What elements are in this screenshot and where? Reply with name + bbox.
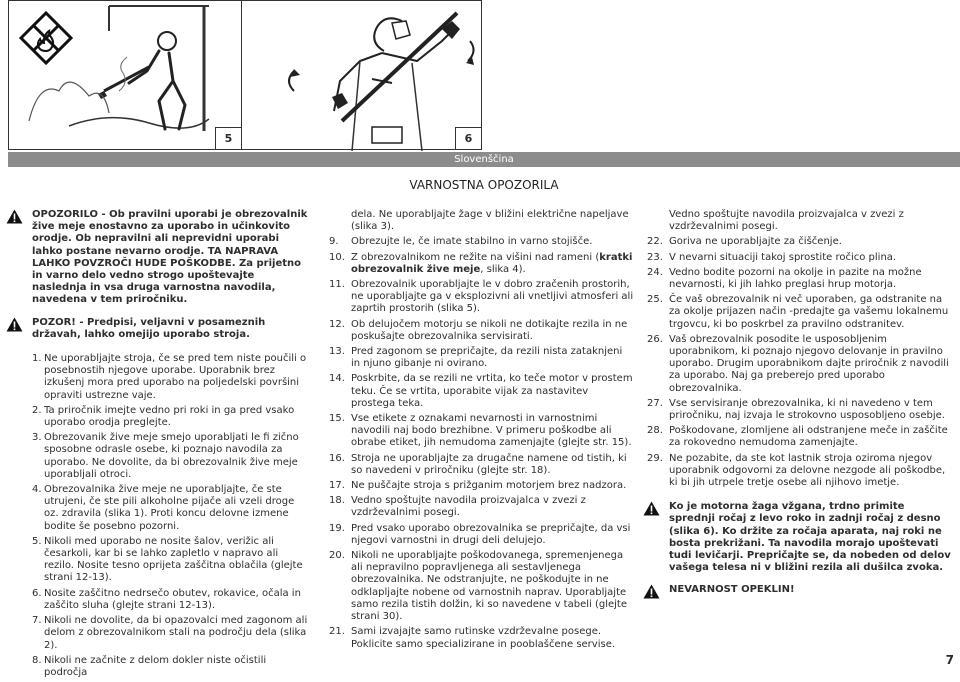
item-number: 17. <box>329 480 345 492</box>
item-number: 22. <box>647 236 663 248</box>
item-text: Vse servisiranje obrezovalnika, ki ni navedeno v tem priročniku, naj izvaja le strokovno usposobljeno osebje. <box>669 397 945 422</box>
item-text: Obrezovalnik uporabljajte le v dobro zračenih prostorih, ne uporabljajte ga v eksplozivni ali vnetljivi atmosferi ali zaprtih prostorih (slika 5). <box>351 279 634 315</box>
item-text: Goriva ne uporabljajte za čiščenje. <box>669 236 842 248</box>
language-band <box>8 152 960 167</box>
item-number: 11. <box>329 279 345 291</box>
list-item <box>32 353 310 402</box>
item-text: V nevarni situaciji takoj sprostite ročico plina. <box>669 251 897 263</box>
warning-text-2: POZOR! - Predpisi, veljavni v posameznih državah, lahko omejijo uporabo stroja. <box>32 316 266 340</box>
list-item <box>329 495 634 519</box>
list-item <box>329 252 634 276</box>
warning-block-1 <box>32 209 310 307</box>
list-item <box>329 279 634 316</box>
item-number: 4. <box>32 484 42 496</box>
item-number: 27. <box>647 397 663 409</box>
item-text-bold: kratki obrezovalnik žive meje <box>351 251 633 275</box>
list-item <box>329 236 634 248</box>
item-text: Nikoli ne začnite z delom dokler niste očistili področja <box>44 654 267 678</box>
item-number: 2. <box>32 404 42 416</box>
warning-triangle-icon <box>6 317 23 332</box>
item-number: 8. <box>32 654 42 666</box>
item-number: 28. <box>647 425 663 437</box>
flame-prohibited-icon <box>15 7 77 69</box>
item-text: Sami izvajajte samo rutinske vzdrževalne posege. Poklicite samo specializirane in pooblaščene servise. <box>351 626 616 650</box>
item-text <box>351 252 634 276</box>
item-number: 20. <box>329 550 345 562</box>
list-item <box>647 236 952 248</box>
list-item <box>647 425 952 449</box>
list-item <box>647 398 952 422</box>
item-number: 13. <box>329 346 345 358</box>
item-text: Obrezovalnika žive meje ne uporabljajte, če ste utrujeni, če ste pili alkoholne pijače ali vzeli droge oz. zdravila (slika 1). Proti koncu delovne izmene bodite še posebno pozorni. <box>44 484 295 532</box>
list-item <box>647 267 952 291</box>
item-text: Ne puščajte stroja s prižganim motorjem brez nadzora. <box>351 480 627 492</box>
figure-5 <box>8 0 242 150</box>
warning-block-2 <box>32 317 310 341</box>
item-number: 25. <box>647 294 663 306</box>
item-text: Nikoli ne uporabljajte poškodovanega, spremenjenega ali nepravilno popravljenega ali sestavljenega obrezovalnika. Ne odstranjujte, ne poškodujte in ne odklapljajte nobene od varnostnih naprav. Uporabljajte samo rezila tistih dolžin, ki so navedene v tabeli (glejte strani 30). <box>351 550 627 623</box>
item-number: 16. <box>329 452 345 464</box>
item-number: 7. <box>32 615 42 627</box>
item-text: Vaš obrezovalnik posodite le usposobljenim uporabnikom, ki poznajo njegovo delovanje in pravilno uporabo. Drugim uporabnikom dajte priročnik z navodili za uporabo. Naj ga preberejo pred uporabo obrezovalnika. <box>669 333 949 394</box>
item-number: 19. <box>329 522 345 534</box>
item-text: Pred zagonom se prepričajte, da rezili nista zataknjeni in njuno gibanje ni ovirano. <box>351 346 623 370</box>
item-number: 10. <box>329 251 345 263</box>
list-item <box>329 523 634 547</box>
list-item <box>647 294 952 331</box>
list-item <box>32 432 310 481</box>
list-item <box>329 319 634 343</box>
item-text: Ne pozabite, da ste kot lastnik stroja oziroma njegov uporabnik odgovorni za delovne nezgode ali poškodbe, ki bi jih utrpele tretje osebe ali njihovo imetje. <box>669 452 946 489</box>
item-text: dela. Ne uporabljajte žage v bližini električne napeljave (slika 3). <box>351 209 629 233</box>
item-number: 3. <box>32 432 42 444</box>
warning-triangle-icon <box>643 501 660 516</box>
item-text: Nikoli med uporabo ne nosite šalov, verižic ali česarkoli, kar bi se lahko zapletlo v napravo ali rezilo. Nosite tesno oprijeta zaščitna oblačila (glejte strani 12-13). <box>44 535 303 584</box>
warning-text-3: Ko je motorna žaga vžgana, trdno primite sprednji ročaj z levo roko in zadnji ročaj z desno (slika 6). Ko držite za ročaja aparata, naj roki ne bosta prekrižani. Ta navodila morajo upoštevati tudi levičarji. Prepričajte se, da nobeden od delov vašega telesa ni v bližini rezila ali dušilca zvoka. <box>669 501 951 574</box>
item-text: Ta priročnik imejte vedno pri roki in ga pred vsako uporabo orodja preglejte. <box>44 404 295 429</box>
list-item <box>647 334 952 395</box>
item-number: 23. <box>647 251 663 263</box>
item-text-part: Z obrezovalnikom ne režite na višini nad rameni ( <box>351 251 600 263</box>
item-text: Ob delujočem motorju se nikoli ne dotikajte rezila in ne poskušajte obrezovalnika servisirati. <box>351 318 628 342</box>
item-text: Vse etikete z oznakami nevarnosti in varnostnimi navodili naj bodo brezhibne. V primeru poškodbe ali obrabe etiket, jih nemudoma zamenjajte (glejte str. 15). <box>351 413 632 449</box>
page-number: 7 <box>945 653 954 667</box>
item-text: Ne uporabljajte stroja, če se pred tem niste poučili o posebnostih njegove uporabe. Uporabnik brez izkušenj mora pred uporabo na poljedelski površini opraviti ustrezne vaje. <box>44 353 307 401</box>
list-item <box>32 588 310 612</box>
language-label: Slovenščina <box>454 154 514 165</box>
item-number: 12. <box>329 318 345 330</box>
operator-pole-pruner-icon <box>242 1 482 151</box>
warning-text-1: OPOZORILO - Ob pravilni uporabi je obrezovalnik žive meje enostavno za uporabo in učinkovito orodje. Ob nepravilni ali neprevidni uporabi lahko postane nevarno orodje. TA NAPRAVA LAHKO POVZROČI HUDE POŠKODBE. Za prijetno in varno delo vedno strogo upoštevajte naslednja in vsa druga varnostna navodila, navedena v tem priročniku. <box>32 209 308 306</box>
item-text: Pred vsako uporabo obrezovalnika se prepričajte, da vsi njegovi varnostni in drugi deli delujejo. <box>351 522 631 546</box>
list-item <box>647 209 952 233</box>
item-number: 21. <box>329 626 345 638</box>
list-item <box>329 626 634 650</box>
list-item <box>329 550 634 623</box>
warning-triangle-icon <box>6 209 23 224</box>
list-item <box>647 252 952 264</box>
item-number: 29. <box>647 452 663 464</box>
item-text: Poskrbite, da se rezili ne vrtita, ko teče motor v prostem teku. Če se vrtita, uporabite vijak za nastavitev prostega teka. <box>351 373 633 409</box>
list-item <box>647 453 952 490</box>
item-text: Če vaš obrezovalnik ni več uporaben, ga odstranite na za okolje prijazen način -predajte ga vašemu lokalnemu trgovcu, ki bo poskrbel za pravilno odstranitev. <box>669 294 949 330</box>
item-number: 9. <box>329 236 339 248</box>
list-item <box>329 373 634 410</box>
item-text: Nikoli ne dovolite, da bi opazovalci med zagonom ali delom z obrezovalnikom stali na področju dela (slika 2). <box>44 615 308 651</box>
item-text: Obrezujte le, če imate stabilno in varno stojišče. <box>351 236 593 248</box>
warning-block-4 <box>669 584 952 596</box>
list-item <box>329 480 634 492</box>
item-text: Stroja ne uporabljajte za drugačne namene od tistih, ki so navedeni v priročniku (glejte str. 18). <box>351 452 627 476</box>
item-text: Vedno spoštujte navodila proizvajalca v zvezi z vzdrževalnimi posegi. <box>669 209 904 233</box>
item-number: 6. <box>32 587 42 599</box>
item-number: 1. <box>32 353 42 365</box>
figure-6 <box>242 0 482 150</box>
list-item <box>32 655 310 679</box>
list-item <box>32 484 310 533</box>
warning-block-3 <box>669 501 952 574</box>
warning-text-4: NEVARNOST OPEKLIN! <box>669 584 795 596</box>
column-2 <box>329 209 634 654</box>
list-item <box>329 413 634 450</box>
list-item <box>329 346 634 370</box>
item-number: 15. <box>329 413 345 425</box>
figure-number: 5 <box>215 127 241 149</box>
item-number: 24. <box>647 266 663 278</box>
item-text: Obrezovanik žive meje smejo uporabljati le fi zično sposobne odrasle osebe, ki poznajo navodila za uporabo. Ne dovolite, da bi obrezovalnik žive meje uporabljali otroci. <box>44 432 299 480</box>
list-item <box>329 453 634 477</box>
item-text: Vedno bodite pozorni na okolje in pazite na možne nevarnosti, ki jih lahko preglasi hrup motorja. <box>669 266 922 291</box>
column-3 <box>647 209 952 602</box>
column-1 <box>32 209 310 682</box>
item-text: Vedno spoštujte navodila proizvajalca v zvezi z vzdrževalnimi posegi. <box>351 495 586 519</box>
list-item <box>32 536 310 585</box>
list-item <box>32 405 310 429</box>
item-number: 18. <box>329 495 345 507</box>
item-text-part: , slika 4). <box>480 263 526 275</box>
item-number: 14. <box>329 373 345 385</box>
item-text: Nosite zaščitno nedrsečo obutev, rokavice, očala in zaščito sluha (glejte strani 12-13). <box>44 587 301 611</box>
item-text: Poškodovane, zlomljene ali odstranjene meče in zaščite za rokovedno nemudoma zamenjajte. <box>669 425 948 449</box>
item-number: 26. <box>647 333 663 345</box>
list-item <box>32 615 310 652</box>
section-title: VARNOSTNA OPOZORILA <box>409 178 559 192</box>
figure-number: 6 <box>455 127 481 149</box>
warning-triangle-icon <box>643 584 660 599</box>
list-item <box>329 209 634 233</box>
item-number: 5. <box>32 535 42 547</box>
